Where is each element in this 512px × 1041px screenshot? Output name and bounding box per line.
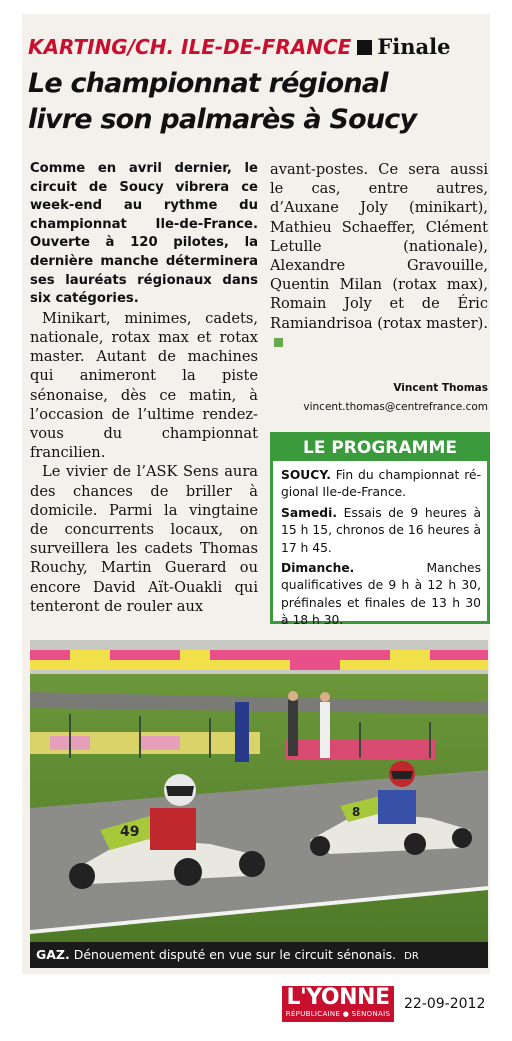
article-kicker [28,34,488,60]
article-column-2 [270,160,488,417]
programme-item-text: Fin du championnat régional Ile-de-France. [281,468,481,500]
photo-credit: DR [404,951,419,962]
article-paragraph-1: Minikart, minimes, cadets, nationale, rotax max et rotax master. Autant de machines qui animeront la piste sénonaise, dès ce matin, à l’occasion de l’ultime rendez-vous du championnat francilien. [30,309,258,462]
kicker-sport: KARTING [28,35,128,59]
kart-1-number: 49 [120,824,140,840]
caption-label: GAZ. [36,947,70,962]
article-paragraph-2: Le vivier de l’ASK Sens aura des chances de briller à domicile. Parmi la vingtaine de concurrents locaux, on surveillera les cadets Thomas Rouchy, Martin Guerard ou encore David Aït-Ouakli qui tenteront de rouler aux [30,463,258,615]
programme-body [273,461,487,630]
kicker-tag: Finale [377,34,451,59]
logo-title: L'YONNE [286,985,390,1010]
programme-item [281,505,481,557]
programme-item-label: Dimanche. [281,561,355,576]
programme-item-text: Manches qualificatives de 9 h à 12 h 30, préfinales et finales de 13 h 30 à 18 h 30. [281,561,481,628]
article-lead: Comme en avril dernier, le circuit de Soucy vibrera ce week-end au rythme du championnat Ile-de-France. Ouverte à 120 pilotes, la dernière manche déterminera ses lauréats régionaux dans six catégories. [30,161,258,307]
programme-item-label: SOUCY. [281,468,331,482]
publication-date: 22-09-2012 [404,996,486,1012]
title-line-1: Le championnat régional [28,68,388,99]
logo-subtitle: RÉPUBLICAINE ● SÉNONAIS [285,1010,391,1018]
title-line-2: livre son palmarès à Soucy [28,104,417,135]
article-paragraph-2-end: avant-postes. Ce sera aussi le cas, entre autres, d’Auxane Joly (minikart), Mathieu Schaeffer, Clément Letulle (nationale), Alexandre Gravouille, Quentin Milan (rotax max), Romain Joly et de Éric Ramiandrisoa (rotax master). [270,160,488,352]
race-photo [30,640,488,942]
author-email: vincent.thomas@centrefrance.com [303,401,488,414]
kicker-separator: / [127,35,136,59]
article-continuation [270,160,488,371]
newspaper-logo [282,986,394,1022]
photo-caption [30,942,488,968]
programme-box [270,432,490,628]
programme-heading: LE PROGRAMME [273,435,487,461]
programme-item-text: Essais de 9 heures à 15 h 15, chronos de 16 heures à 17 h 45. [281,505,481,555]
tyre-barrier-top [30,650,488,670]
author-name: Vincent Thomas [393,382,488,394]
kicker-event: CH. ILE-DE-FRANCE [135,35,352,59]
karting-scene-illustration [30,640,488,942]
end-of-article-mark-icon [274,338,283,347]
kart-2-number: 8 [352,805,361,819]
programme-item [281,560,481,630]
article-paragraph-2-start [30,462,258,633]
caption-text: Dénouement disputé en vue sur le circuit sénonais. [69,947,397,962]
article-column-1 [30,160,258,633]
article-title [28,66,488,138]
programme-item [281,467,481,502]
programme-item-label: Samedi. [281,505,337,520]
square-bullet-icon [357,40,372,55]
